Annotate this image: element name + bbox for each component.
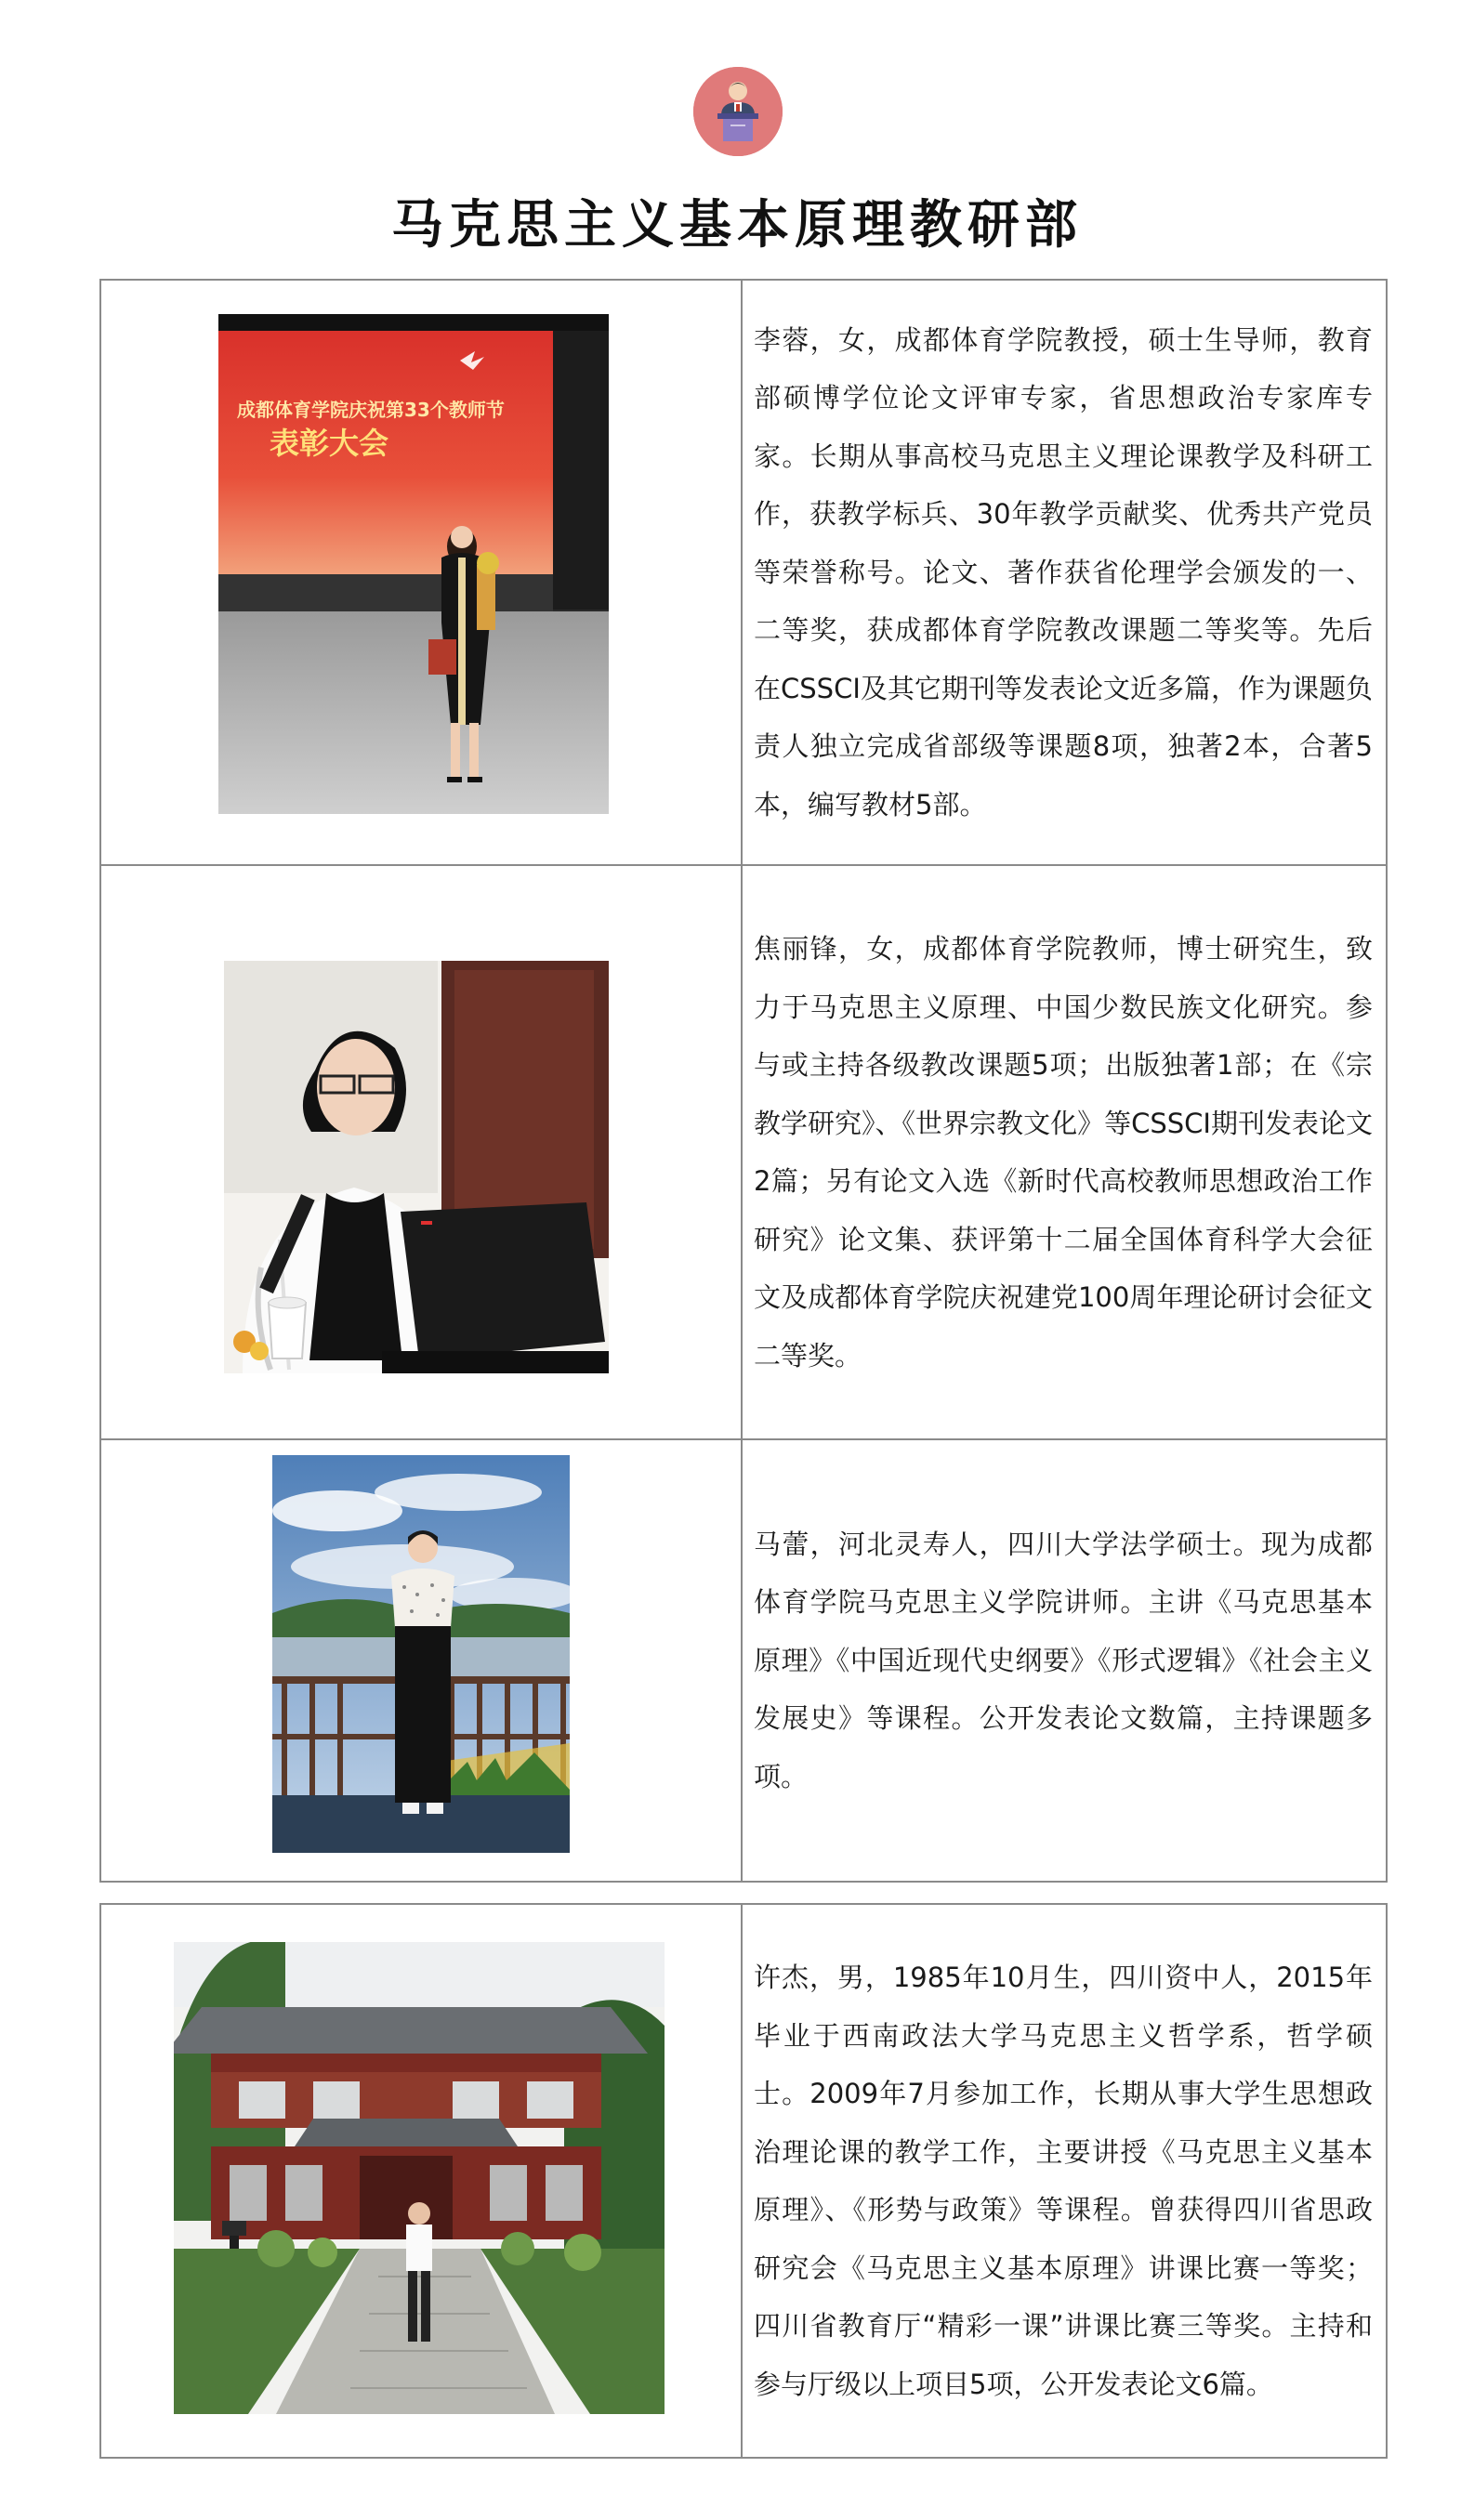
banner-text-line2: 表彰大会 [270,426,389,461]
photo-cell [100,1904,742,2458]
profile-bio: 马蕾，河北灵寿人，四川大学法学硕士。现为成都体育学院马克思主义学院讲师。主讲《马克思基本原理》《中国近现代史纲要》《形式逻辑》《社会主义发展史》等课程。公开发表论文数篇，主持课题多项。 [754,1528,1373,1792]
profile-bio: 李蓉，女，成都体育学院教授，硕士生导师，教育部硕博学位论文评审专家，省思想政治专家库专家。长期从事高校马克思主义理论课教学及科研工作，获教学标兵、30年教学贡献奖、优秀共产党员等荣誉称号。论文、著作获省伦理学会颁发的一、二等奖，获成都体育学院教改课题二等奖等。先后在CSSCI及其它期刊等发表论文近多篇，作为课题负责人独立完成省部级等课题8项，独著2本，合著5本，编写教材5部。 [754,323,1373,820]
speaker-at-podium-icon [693,67,783,156]
photo-lakeside [272,1455,570,1853]
page-title: 马克思主义基本原理教研部 [391,194,1083,256]
banner-text-line1: 成都体育学院庆祝第33个教师节 [237,399,505,421]
photo-award-ceremony [218,314,609,814]
bio-cell [742,865,1387,1439]
photo-traditional-building [174,1942,665,2414]
photo-cell [100,865,742,1439]
photo-cell [100,280,742,865]
profile-bio: 焦丽锋，女，成都体育学院教师，博士研究生，致力于马克思主义原理、中国少数民族文化研究。参与或主持各级教改课题5项；出版独著1部；在《宗教学研究》、《世界宗教文化》等CSSCI期刊发表论文2篇；另有论文入选《新时代高校教师思想政治工作研究》论文集、获评第十二届全国体育科学大会征文及成都体育学院庆祝建党100周年理论研讨会征文二等奖。 [754,933,1373,1372]
profiles-table-2 [99,1903,1388,2459]
bio-cell [742,1439,1387,1882]
table-row [100,865,1387,1439]
photo-cell [100,1439,742,1882]
bio-cell [742,1904,1387,2458]
table-row [100,1439,1387,1882]
profiles-table-1 [99,279,1388,1883]
table-row [100,280,1387,865]
profile-bio: 许杰，男，1985年10月生，四川资中人，2015年毕业于西南政法大学马克思主义哲学系，哲学硕士。2009年7月参加工作，长期从事大学生思想政治理论课的教学工作，主要讲授《马克思主义基本原理》、《形势与政策》等课程。曾获得四川省思政研究会《马克思主义基本原理》讲课比赛一等奖；四川省教育厅“精彩一课”讲课比赛三等奖。主持和参与厅级以上项目5项，公开发表论文6篇。 [754,1962,1373,2400]
photo-lecture-laptop [224,961,609,1373]
table-row [100,1904,1387,2458]
bio-cell [742,280,1387,865]
